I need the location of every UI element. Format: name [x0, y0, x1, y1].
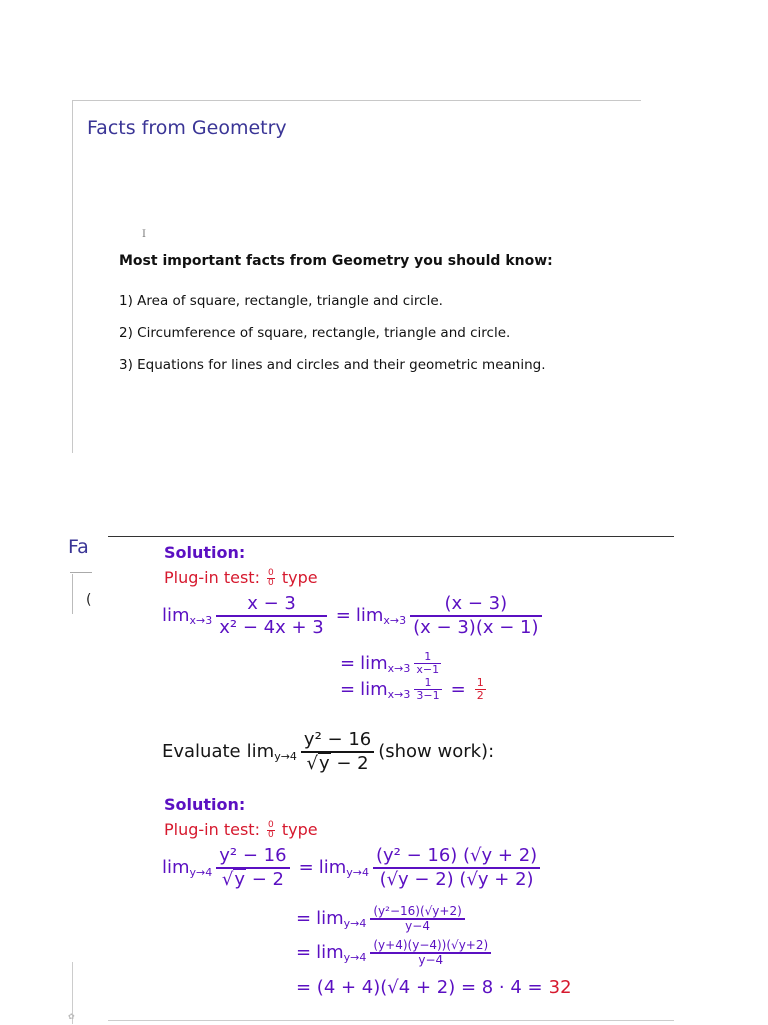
- ex1-step-2: = $\lim_{x\to 3}$ $\frac{1}{x-1}$: [340, 650, 440, 676]
- plug-in-label: Plug-in test:: [164, 820, 260, 839]
- hidden-slide-text: (: [86, 592, 92, 608]
- list-item: 3) Equations for lines and circles and their geometric meaning.: [119, 357, 546, 373]
- list-item: 1) Area of square, rectangle, triangle and circle.: [119, 293, 443, 309]
- list-item: 2) Circumference of square, rectangle, triangle and circle.: [119, 325, 511, 341]
- zero-over-zero: $\frac{0}{0}$: [268, 568, 274, 588]
- ex2-step-3: = $\lim_{y\to 4}$ $\frac{(y+4)(y-4))(√y+2)}{y-4}$: [296, 939, 495, 967]
- divider: [108, 1020, 674, 1021]
- fraction: $\frac{\text{(y²−16)(√y+2)}}{y-4}$: [370, 905, 464, 933]
- ex2-step-2: = $\lim_{y\to 4}$ $\frac{\text{(y²−16)(√y+2)}}{y-4}$: [296, 905, 469, 933]
- plug-in-test: [164, 568, 318, 588]
- evaluate-label: Evaluate: [162, 741, 241, 763]
- divider: [70, 572, 92, 573]
- solution-label: Solution:: [164, 543, 246, 562]
- plug-in-label: Plug-in test:: [164, 568, 260, 587]
- type-label: type: [281, 820, 318, 839]
- fraction: $\frac{1}{x-1}$: [416, 650, 440, 676]
- ex2-final: [296, 977, 572, 998]
- fraction: $\frac{\text{(y² − 16) (√y + 2)}}{(√y - 2) (√y + 2)}$: [373, 845, 540, 891]
- fraction: y² − 16 √ y − 2: [216, 845, 289, 891]
- fraction: $\frac{1}{3-1}$: [416, 676, 440, 702]
- type-label: type: [281, 568, 318, 587]
- slide-limit-solutions: [108, 536, 674, 1025]
- solution-label: Solution:: [164, 795, 246, 814]
- ex1-step-1: $\lim_{x\to 3}$ $\frac{x - 3}{\text{x² − 4x + 3}}$ = $\lim_{x\to 3}$ $\frac{(x - 3)}{(x - 3)(x - 1)}$: [162, 593, 546, 639]
- final-expression: = (4 + 4)(√4 + 2) = 8 · 4 =: [296, 977, 543, 998]
- final-answer: 32: [548, 977, 572, 998]
- evaluate-question: Evaluate $\lim_{y\to 4}$ y² − 16 √ y − 2 (show work):: [162, 729, 495, 774]
- facts-list: [119, 291, 546, 387]
- hidden-slide-title: Fa: [68, 536, 89, 558]
- fraction: $\frac{(x - 3)}{(x - 3)(x - 1)}$: [410, 593, 541, 639]
- show-work-label: (show work):: [378, 741, 495, 763]
- answer-one-half: $\frac{1}{2}$: [476, 676, 484, 702]
- zero-over-zero: $\frac{0}{0}$: [268, 820, 274, 840]
- ex2-step-1: $\lim_{y\to 4}$ y² − 16 √ y − 2 = $\lim_{y\to 4}$ $\frac{\text{(y² − 16) (√y + 2)}}{(√y - 2) (√y + 2)}$: [162, 845, 544, 891]
- fraction: $\frac{x - 3}{\text{x² − 4x + 3}}$: [216, 593, 326, 639]
- text-cursor-icon: I: [142, 229, 146, 240]
- ex1-step-3: = $\lim_{x\to 3}$ $\frac{1}{3-1}$ = $\frac{1}{2}$: [340, 676, 484, 702]
- fraction: y² − 16 √ y − 2: [301, 729, 374, 775]
- divider: [72, 574, 73, 614]
- facts-heading: Most important facts from Geometry you should know:: [119, 253, 553, 269]
- fraction: $\frac{(y+4)(y-4))(√y+2)}{y-4}$: [370, 939, 491, 967]
- slide-geometry-facts: [72, 100, 641, 453]
- slide-title: Facts from Geometry: [87, 117, 287, 139]
- plug-in-test: [164, 820, 318, 840]
- corner-logo-icon: ✿: [68, 1012, 75, 1021]
